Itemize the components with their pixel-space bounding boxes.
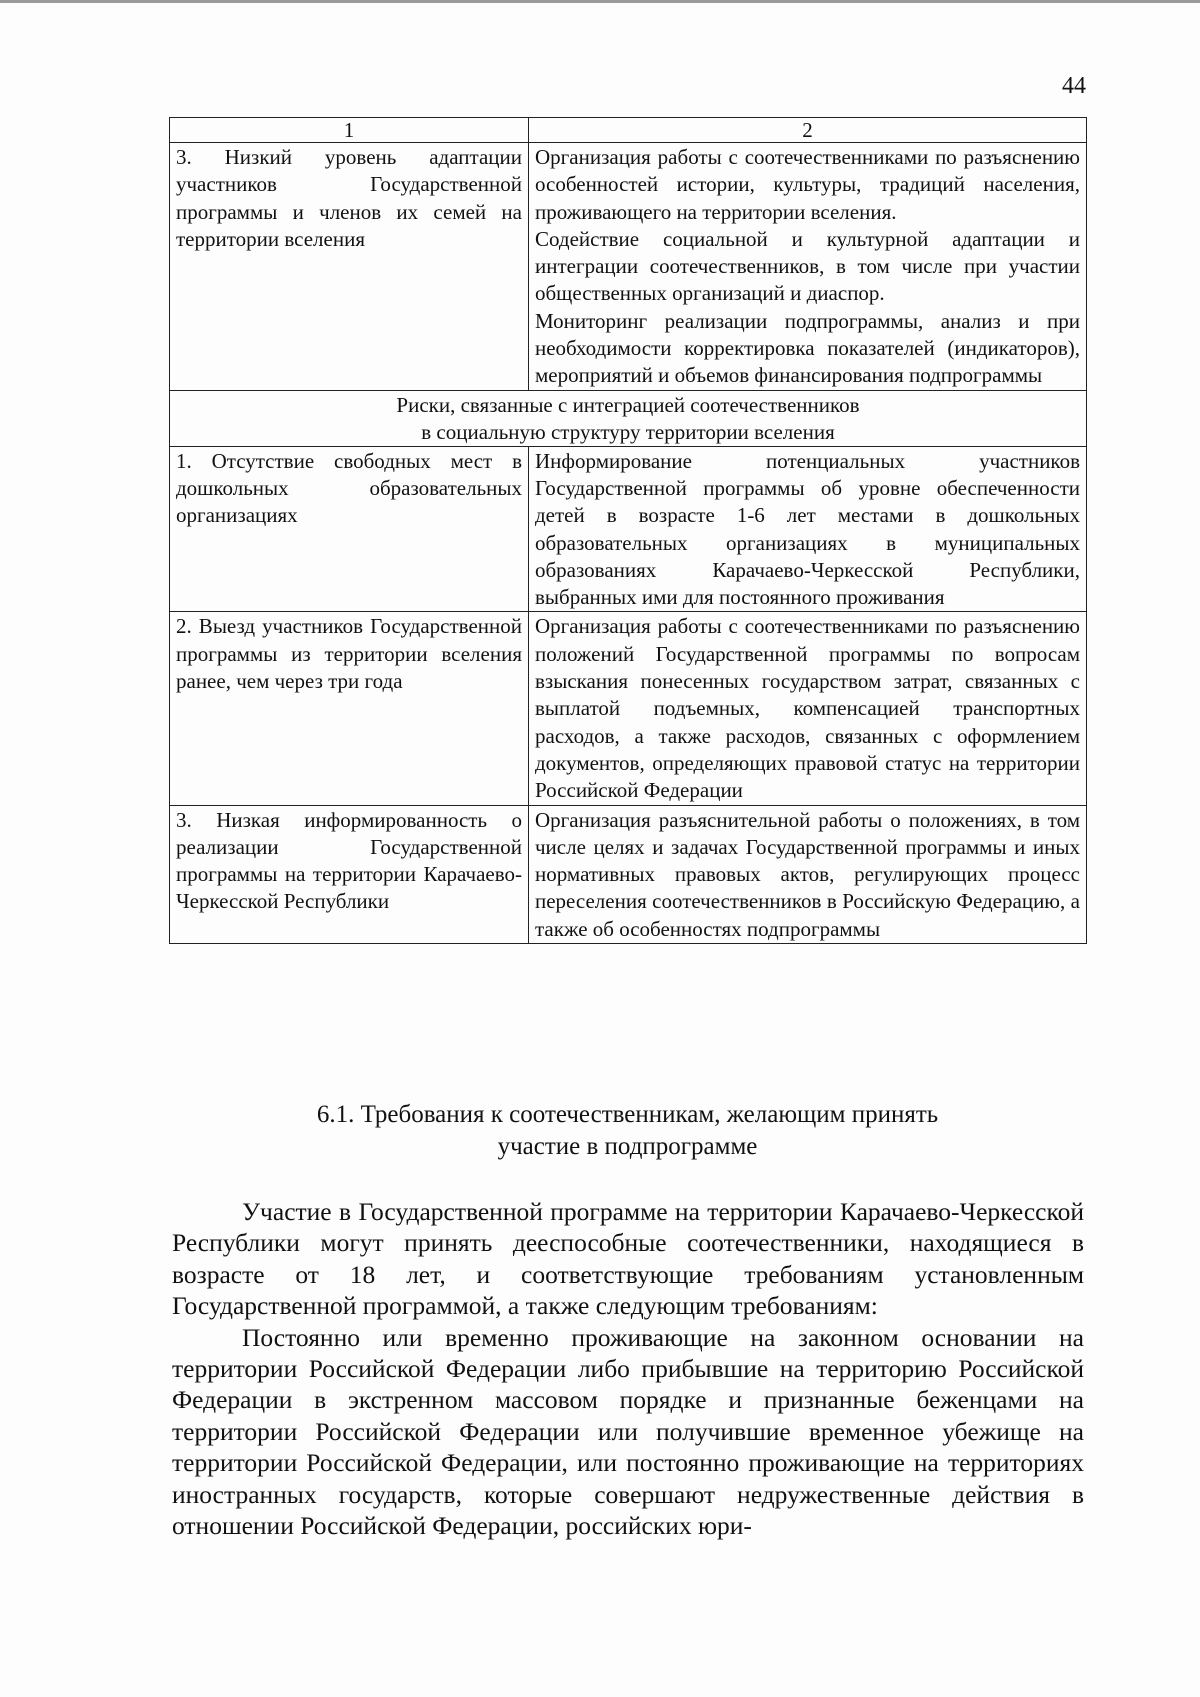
body-paragraph-1: Участие в Государственной программе на территории Карачаево-Черкесской Республики могут принять дееспособные соотечественники, находящиеся в возрасте от 18 лет, и соответствующие требованиям установленным Государственной программой, а также следующим требованиям: [172, 1197, 1084, 1321]
measures-cell: Информирование потенциальных участников Государственной программы об уровне обеспеченности детей в возрасте 1-6 лет местами в дошкольных образовательных организациях в муниципальных образованиях Карачаево-Черкесской Республики, выбранных ими для постоянного проживания [529, 446, 1087, 612]
section-heading-line-2: участие в подпрограмме [497, 1133, 758, 1160]
page-number: 44 [1062, 73, 1086, 99]
table-column-numbers-row [170, 118, 1087, 143]
risk-cell: 2. Выезд участников Государственной программы из территории вселения ранее, чем через три года [170, 612, 529, 805]
measures-cell: Организация разъяснительной работы о положениях, в том числе целях и задачах Государственной программы и иных нормативных правовых актов, регулирующих процесс переселения соотечественников в Российскую Федерацию, а также об особенностях подпрограммы [529, 805, 1087, 943]
section-heading [169, 1099, 1086, 1163]
measures-cell [529, 143, 1087, 391]
body-text [172, 1196, 1084, 1541]
table-section-header [170, 390, 1087, 446]
column-number-2: 2 [529, 118, 1087, 143]
section-header-line-1: Риски, связанные с интеграцией соотечественников [396, 392, 860, 417]
risk-cell: 1. Отсутствие свободных мест в дошкольных образовательных организациях [170, 446, 529, 612]
measure-paragraph: Мониторинг реализации подпрограммы, анализ и при необходимости корректировка показателей (индикаторов), мероприятий и объемов финансирования подпрограммы [535, 308, 1080, 388]
risk-cell: 3. Низкая информированность о реализации Государственной программы на территории Карачаево-Черкесской Республики [170, 805, 529, 943]
body-paragraph-2: Постоянно или временно проживающие на законном основании на территории Российской Федерации либо прибывшие на территорию Российской Федерации в экстренном массовом порядке и признанные беженцами на территории Российской Федерации или получившие временное убежище на территории Российской Федерации, или постоянно проживающие на территориях иностранных государств, которые совершают недружественные действия в отношении Российской Федерации, российских юри- [172, 1322, 1084, 1541]
table-row [170, 612, 1087, 805]
table-row [170, 446, 1087, 612]
section-header-line-2: в социальную структуру территории вселения [421, 419, 835, 444]
section-heading-line-1: 6.1. Требования к соотечественникам, желающим принять [316, 1101, 939, 1128]
measure-paragraph: Содействие социальной и культурной адаптации и интеграции соотечественников, в том числе при участии общественных организаций и диаспор. [535, 226, 1080, 306]
column-number-1: 1 [170, 118, 529, 143]
table-section-header-row [170, 390, 1087, 446]
measures-cell: Организация работы с соотечественниками по разъяснению положений Государственной программы по вопросам взыскания понесенных государством затрат, связанных с выплатой подъемных, компенсацией транспортных расходов, а также расходов, связанных с оформлением документов, определяющих правовой статус на территории Российской Федерации [529, 612, 1087, 805]
risk-measures-table [169, 117, 1087, 944]
risk-cell: 3. Низкий уровень адаптации участников Государственной программы и членов их семей на территории вселения [170, 143, 529, 391]
table-row [170, 805, 1087, 943]
measure-paragraph: Организация работы с соотечественниками по разъяснению особенностей истории, культуры, традиций населения, проживающего на территории вселения. [535, 145, 1080, 224]
scan-top-edge [0, 0, 1200, 3]
table-row [170, 143, 1087, 391]
